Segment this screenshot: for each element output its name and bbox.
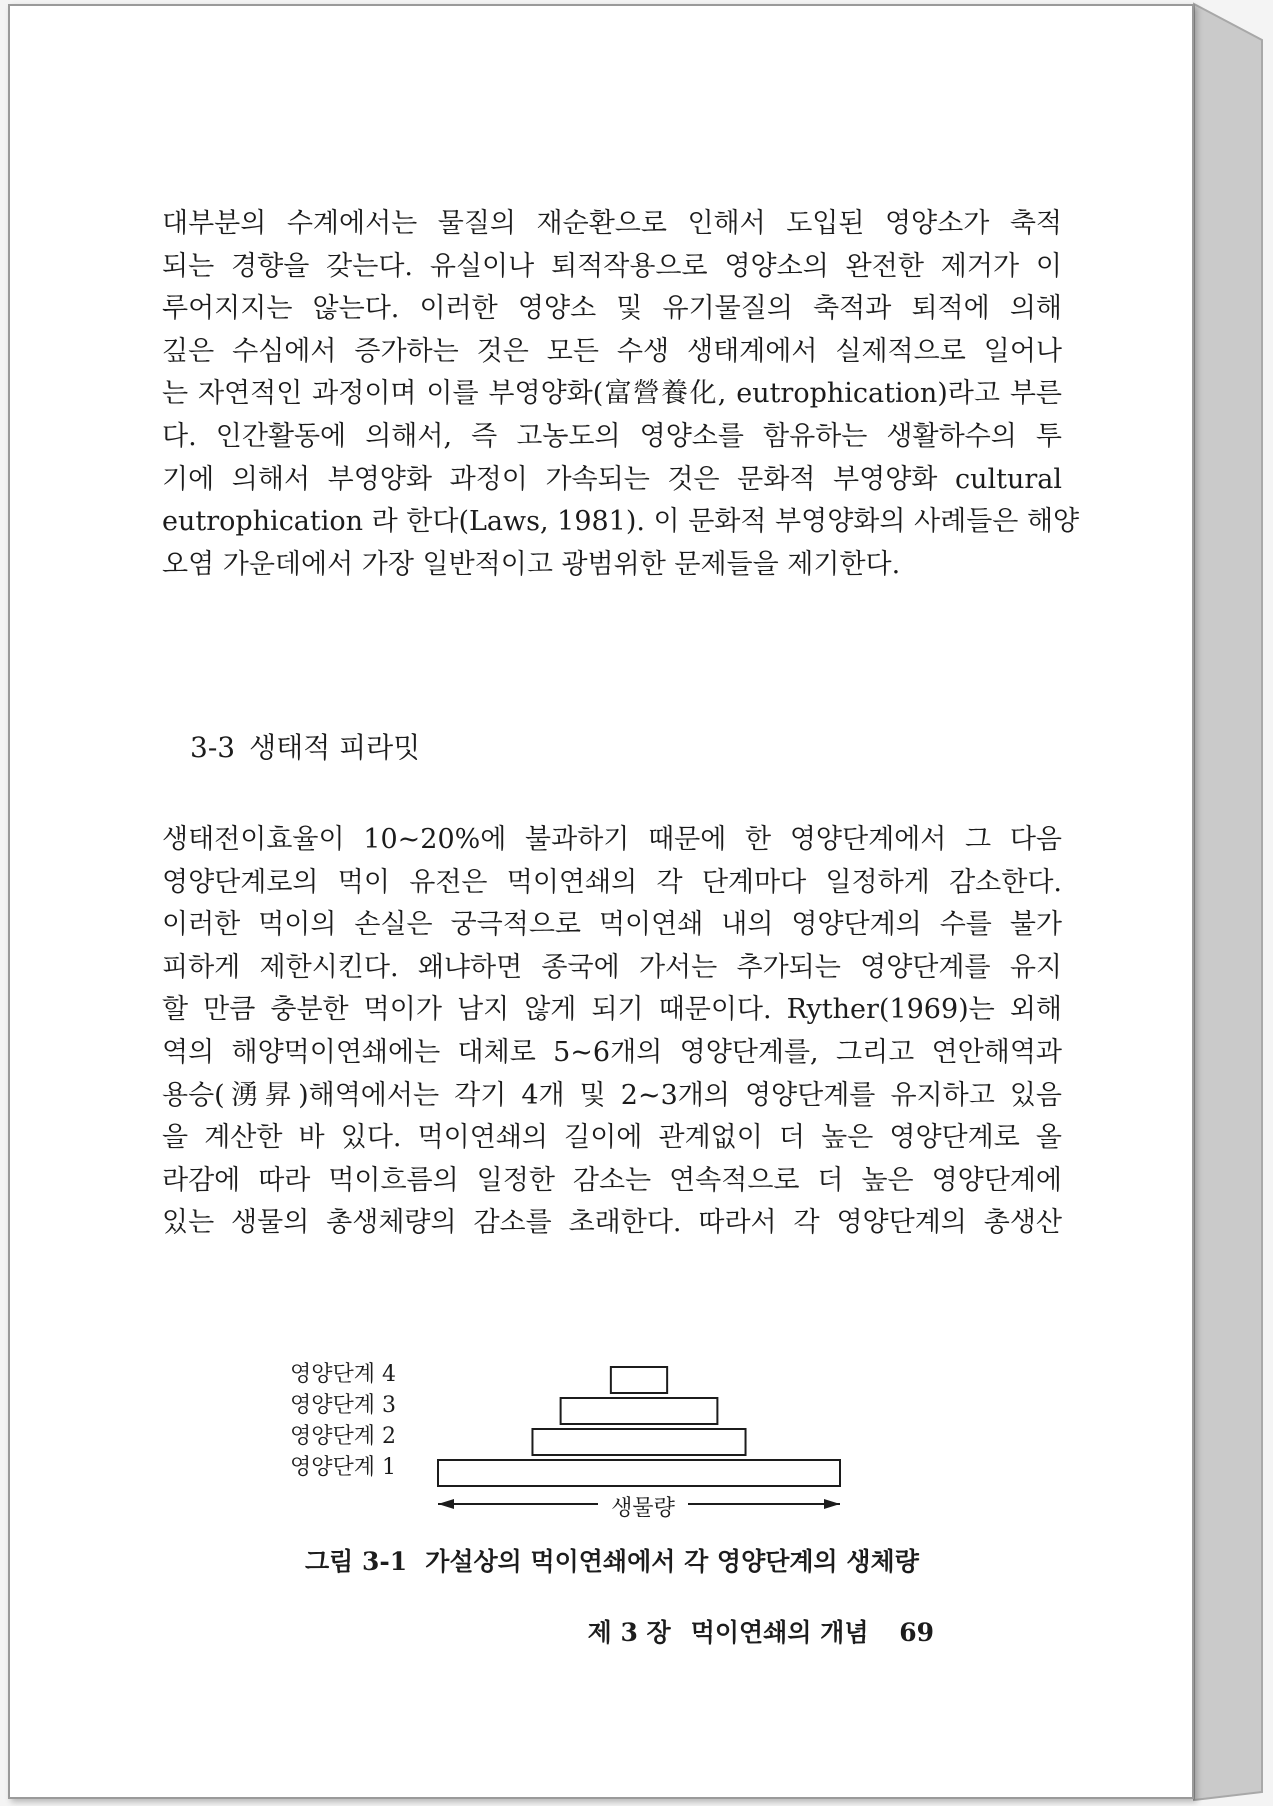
- text-line: 는 자연적인 과정이며 이를 부영양화(富營養化, eutrophication)라고 부른: [162, 378, 1062, 410]
- biomass-pyramid-figure: [290, 1361, 950, 1561]
- section-heading: [190, 726, 434, 766]
- paragraph-eutrophication: [162, 203, 1080, 586]
- text-line: 깊은 수심에서 증가하는 것은 모든 수생 생태계에서 실제적으로 일어나: [162, 335, 1062, 367]
- figure-number: 그림 3-1: [305, 1547, 408, 1576]
- section-number: 3-3: [190, 731, 236, 764]
- chapter-number: 제 3 장: [587, 1618, 671, 1647]
- text-line: 이러한 먹이의 손실은 궁극적으로 먹이연쇄 내의 영양단계의 수를 불가: [162, 909, 1062, 941]
- text-line: 을 계산한 바 있다. 먹이연쇄의 길이에 관계없이 더 높은 영양단계로 올: [162, 1122, 1062, 1154]
- text-line: 피하게 제한시킨다. 왜냐하면 종국에 가서는 추가되는 영양단계를 유지: [162, 951, 1062, 983]
- text-line: 역의 해양먹이연쇄에는 대체로 5~6개의 영양단계를, 그리고 연안해역과: [162, 1036, 1062, 1068]
- chapter-title: 먹이연쇄의 개념: [690, 1618, 869, 1647]
- pyramid-bar-level-1: [438, 1460, 840, 1486]
- pyramid-bar-level-2: [532, 1429, 745, 1455]
- figure-caption-text: 가설상의 먹이연쇄에서 각 영양단계의 생체량: [425, 1547, 919, 1576]
- text-line: 오염 가운데에서 가장 일반적이고 광범위한 문제들을 제기한다.: [162, 548, 901, 580]
- text-line: 영양단계로의 먹이 유전은 먹이연쇄의 각 단계마다 일정하게 감소한다.: [162, 866, 1062, 898]
- trophic-level-label: 영양단계 3: [290, 1393, 396, 1418]
- text-line: 기에 의해서 부영양화 과정이 가속되는 것은 문화적 부영양화 cultural: [162, 463, 1062, 495]
- text-line: 있는 생물의 총생체량의 감소를 초래한다. 따라서 각 영양단계의 총생산: [162, 1207, 1062, 1239]
- text-line: 되는 경향을 갖는다. 유실이나 퇴적작용으로 영양소의 완전한 제거가 이: [162, 250, 1062, 282]
- pyramid-bar-level-3: [561, 1398, 718, 1424]
- book-page: [8, 4, 1194, 1799]
- pyramid-bar-level-4: [611, 1367, 667, 1393]
- page-number: 69: [899, 1618, 934, 1647]
- trophic-level-label: 영양단계 2: [290, 1424, 396, 1449]
- trophic-level-label: 영양단계 4: [290, 1362, 396, 1387]
- page-footer: [588, 1613, 934, 1649]
- trophic-level-label: 영양단계 1: [290, 1455, 396, 1480]
- text-line: eutrophication 라 한다(Laws, 1981). 이 문화적 부영양화의 사례들은 해양: [162, 506, 1080, 538]
- section-title: 생태적 피라밋: [249, 731, 421, 764]
- text-line: 다. 인간활동에 의해서, 즉 고농도의 영양소를 함유하는 생활하수의 투: [162, 420, 1062, 452]
- text-line: 용승(湧昇)해역에서는 각기 4개 및 2~3개의 영양단계를 유지하고 있음: [162, 1079, 1062, 1111]
- text-line: 생태전이효율이 10~20%에 불과하기 때문에 한 영양단계에서 그 다음: [162, 824, 1062, 855]
- text-line: 할 만큼 충분한 먹이가 남지 않게 되기 때문이다. Ryther(1969)는 외해: [162, 994, 1062, 1026]
- paragraph-ecological-pyramid: [162, 819, 1062, 1245]
- figure-caption: [305, 1542, 919, 1578]
- text-line: 라감에 따라 먹이흐름의 일정한 감소는 연속적으로 더 높은 영양단계에: [162, 1164, 1062, 1196]
- biomass-axis-label: 생물량: [598, 1491, 688, 1522]
- text-line: 루어지지는 않는다. 이러한 영양소 및 유기물질의 축적과 퇴적에 의해: [162, 293, 1062, 325]
- text-line: 대부분의 수계에서는 물질의 재순환으로 인해서 도입된 영양소가 축적: [162, 208, 1062, 239]
